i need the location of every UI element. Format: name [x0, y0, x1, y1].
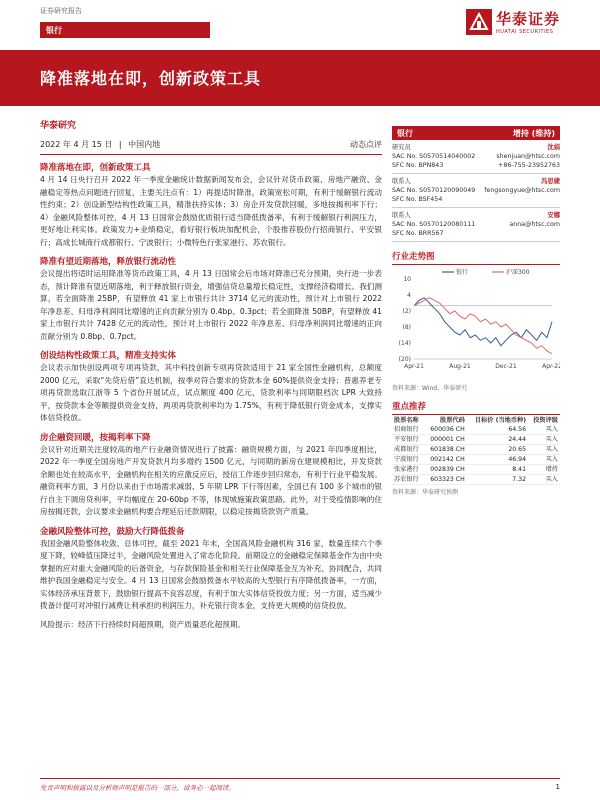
table-row [392, 425, 560, 435]
stock-code: 002839 CH [424, 465, 467, 475]
report-region: 中国内地 [128, 140, 161, 149]
analyst-phone: +86-755-23952763 [498, 162, 560, 169]
analyst-sac: SAC No. S0570120080111 [392, 221, 476, 228]
series-line-0 [414, 298, 552, 346]
y-tick-label: 10 [403, 276, 411, 283]
table-row [392, 475, 560, 485]
analyst-sac: SAC No. S0570514040002 [392, 153, 476, 160]
target-price: 24.44 [467, 435, 528, 445]
sidebar [392, 126, 560, 496]
footer [40, 778, 560, 792]
analyst-card [392, 208, 560, 242]
rating-bar [392, 126, 560, 140]
main-content [40, 118, 382, 631]
x-tick-label: Aug-21 [449, 363, 471, 370]
section-heading: 房企融资回暖，按揭利率下降 [40, 432, 151, 443]
report-kind: 动态点评 [350, 140, 382, 149]
huatai-logo-icon [466, 9, 492, 35]
legend-label: 银行 [456, 269, 469, 276]
col-header: 目标价 (当地币种) [474, 417, 527, 424]
picks-source: 资料来源：华泰研究预测 [392, 489, 459, 496]
analyst-name: 沈娟 [547, 144, 560, 151]
analyst-name: 安娜 [547, 212, 560, 219]
section-text: 会议提出将适时运用降准等货币政策工具，4 月 13 日国常会后市场对降准已充分预期，央行进一步表态，预计降准有望近期落地，利于释放银行资金，增强信贷总量增长稳定性，支撑经济稳增长。我们测算，若全面降准 25BP，有望释放 41 家上市银行共计 3714 亿元的流动性，预计对上市银行 2022 年净息差、归母净利润同比增速的正向贡献分别为 0.4bp、0.3pct；若全面降准 50BP，有望释放 41 家上市银行共计 7428 亿元的流动性，预计对上市银行 2022 年净息差、归母净利润同比增速的正向贡献分别为 0.8bp、0.7pct。 [40, 269, 382, 341]
analyst-card [392, 174, 560, 208]
logo [466, 8, 560, 35]
analyst-sfc: SFC No. BRR567 [392, 230, 444, 237]
picks-title: 重点推荐 [392, 400, 560, 415]
title-banner [0, 50, 600, 106]
section-1 [40, 161, 382, 249]
stock-code: 601838 CH [424, 445, 467, 455]
industry-tab: 银行 [40, 22, 210, 38]
investment-rating: 买入 [528, 435, 560, 445]
table-row [392, 435, 560, 445]
y-tick-label: (20) [398, 356, 411, 363]
analyst-sfc: SFC No. BSF454 [392, 196, 443, 203]
analyst-email[interactable]: anna@htsc.com [509, 221, 560, 228]
stock-code: 603323 CH [424, 475, 467, 485]
investment-rating: 买入 [528, 475, 560, 485]
logo-text-cn: 华泰证券 [495, 10, 560, 28]
section-text: 会议表示加快创设两项专项再贷款，其中科技创新专项再贷款适用于 21 家全国性金融机构，总额度 2000 亿元，采取“先贷后借”直达机制，按季对符合要求的贷款本金 60%提供资金支持；普惠养老专项再贷款选取江浙等 5 个省份开展试点，试点额度 400 亿元，贷款利率与同期限档次 LPR 大致持平，按贷款本金等额提供资金支持，两项再贷款利率均为 1.75%，有利于降低银行资金成本，支撑实体信贷投放。 [40, 363, 382, 422]
section-heading: 降准落地在即，创新政策工具 [40, 163, 151, 173]
x-tick-label: Apr-21 [404, 363, 424, 370]
investment-rating: 买入 [528, 425, 560, 435]
x-tick-label: Apr-22 [542, 363, 560, 370]
analyst-email[interactable]: shenjuan@htsc.com [496, 153, 560, 160]
trend-title: 行业走势图 [392, 250, 560, 265]
rating-value: 增持 (维持) [512, 129, 555, 138]
investment-rating: 买入 [528, 445, 560, 455]
y-tick-label: (8) [402, 324, 411, 331]
top-bar [0, 0, 600, 50]
stock-name: 成都银行 [392, 445, 424, 455]
stock-code: 000001 CH [424, 435, 467, 445]
section-text: 我国金融风险整体收敛、总体可控，截至 2021 年末，全国高风险金融机构 316 家，数量连续六个季度下降，较峰值压降过半，金融风险处置进入了常态化阶段。前期设立的金融稳定保障基金作为由中央掌握的应对重大金融风险的后备资金，与存款保险基金和相关行业保障基金互为补充、协同配合，共同维护我国金融稳定与安全。4 月 13 日国常会鼓励拨备水平较高的大型银行有序降低拨备率，一方面，实体经济承压背景下，鼓励银行提高不良容忍度，有利于加大实体信贷投放力度；另一方面，适当减少拨备计提可对冲银行减费让利承担的利润压力，补充银行资本金，支持更大规模的信贷投放。 [40, 538, 382, 610]
y-tick-label: 4 [407, 292, 411, 299]
section-text: 会议针对近期关注度较高的地产行业融资情况进行了披露：融资规模方面，与 2021 年四季度相比，2022 年一季度全国房地产开发贷款月均多增约 1500 亿元，与同期的新房在建规模相比，开发贷款余额也处在较高水平，金融机构在相关的应激反应后，授信工作逐步回归常态，有利于行业平稳发展。融资利率方面，3 月份以来由于市场需求减弱、5 年期 LPR 下行等因素，全国已有 100 多个城市的银行自主下调房贷利率，平均幅度在 20-60bp 不等，体现城施策政策思路。此外，对于受疫情影响的住房按揭还款，会议要求金融机构要合理延后还款期限，以稳定按揭贷款资产质量。 [40, 444, 382, 516]
target-price: 64.56 [467, 425, 528, 435]
analyst-email[interactable]: fengsongyue@htsc.com [484, 187, 560, 194]
report-type: 证券研究报告 [40, 7, 82, 15]
stock-code: 600036 CH [424, 425, 467, 435]
series-line-1 [414, 298, 552, 354]
col-header: 股票代码 [440, 417, 465, 424]
section-heading: 金融风险整体可控，鼓励大行降低拨备 [40, 526, 185, 537]
analyst-name: 冯思婕 [541, 178, 560, 185]
section-3 [40, 349, 382, 425]
stock-name: 宁波银行 [392, 455, 424, 465]
col-header: 股票名称 [394, 417, 419, 424]
x-tick-label: Dec-21 [495, 363, 517, 370]
disclaimer: 免责声明和披露以及分析师声明是报告的一部分，请务必一起阅读。 [40, 784, 235, 792]
analyst-sfc: SFC No. BPN843 [392, 162, 444, 169]
table-row [392, 465, 560, 475]
author: 华泰研究 [40, 121, 77, 131]
analyst-role: 联系人 [392, 178, 411, 185]
trend-source: 资料来源：Wind，华泰研究 [392, 385, 468, 392]
page-title: 降准落地在即，创新政策工具 [40, 69, 262, 88]
page-number: 1 [555, 783, 560, 791]
stock-name: 苏农银行 [392, 475, 424, 485]
analyst-role: 研究员 [392, 144, 411, 151]
picks-table [392, 417, 560, 485]
picks-header-row [392, 417, 560, 425]
section-5 [40, 525, 382, 613]
investment-rating: 增持 [528, 465, 560, 475]
section-text: 4 月 14 日央行召开 2022 年一季度金融统计数据新闻发布会，会议针对货币政策、房地产融资、金融稳定等热点问题进行回复，主要关注点有：1）再提适时降准，政策宽松可期，有利于缓解银行流动性约束；2）创设新型结构性政策工具，精准扶持实体；3）房企开发贷款回暖，多地按揭利率下行；4）金融风险整体可控，4 月 13 日国常会鼓励优质银行适当降低拨备率，有利于缓解银行利润压力，更好地让利实体。政策发力+业绩稳定，看好银行板块加配机会，个股推荐股份行招商银行、平安银行；高成长城商行成都银行、宁波银行；小微特色行张家港行、苏农银行。 [40, 175, 382, 247]
table-row [392, 445, 560, 455]
target-price: 8.41 [467, 465, 528, 475]
report-date: 2022 年 4 月 15 日 [40, 140, 113, 149]
stock-code: 002142 CH [424, 455, 467, 465]
target-price: 7.32 [467, 475, 528, 485]
target-price: 46.94 [467, 455, 528, 465]
table-row [392, 455, 560, 465]
legend-label: 沪深300 [506, 269, 530, 276]
y-tick-label: (2) [402, 308, 411, 315]
trend-chart-svg [392, 267, 560, 377]
analyst-sac: SAC No. S0570120090049 [392, 187, 476, 194]
y-tick-label: (14) [398, 340, 411, 347]
stock-name: 平安银行 [392, 435, 424, 445]
analyst-card [392, 140, 560, 174]
trend-chart [392, 267, 560, 381]
section-4 [40, 431, 382, 519]
analyst-role: 联系人 [392, 212, 411, 219]
target-price: 20.65 [467, 445, 528, 455]
section-heading: 创设结构性政策工具，精准支持实体 [40, 351, 177, 361]
logo-text-en: HUATAI SECURITIES [495, 29, 554, 35]
risk-warning: 风险提示：经济下行持续时间超预期，资产质量恶化超预期。 [40, 619, 246, 629]
investment-rating: 买入 [528, 455, 560, 465]
stock-name: 张家港行 [392, 465, 424, 475]
stock-name: 招商银行 [392, 425, 424, 435]
col-header: 投资评级 [533, 417, 558, 424]
section-2 [40, 255, 382, 343]
rating-industry: 银行 [397, 129, 413, 138]
meta-row: 2022 年 4 月 15 日 | 中国内地 动态点评 [40, 139, 382, 155]
section-heading: 降准有望近期落地，释放银行流动性 [40, 257, 177, 267]
